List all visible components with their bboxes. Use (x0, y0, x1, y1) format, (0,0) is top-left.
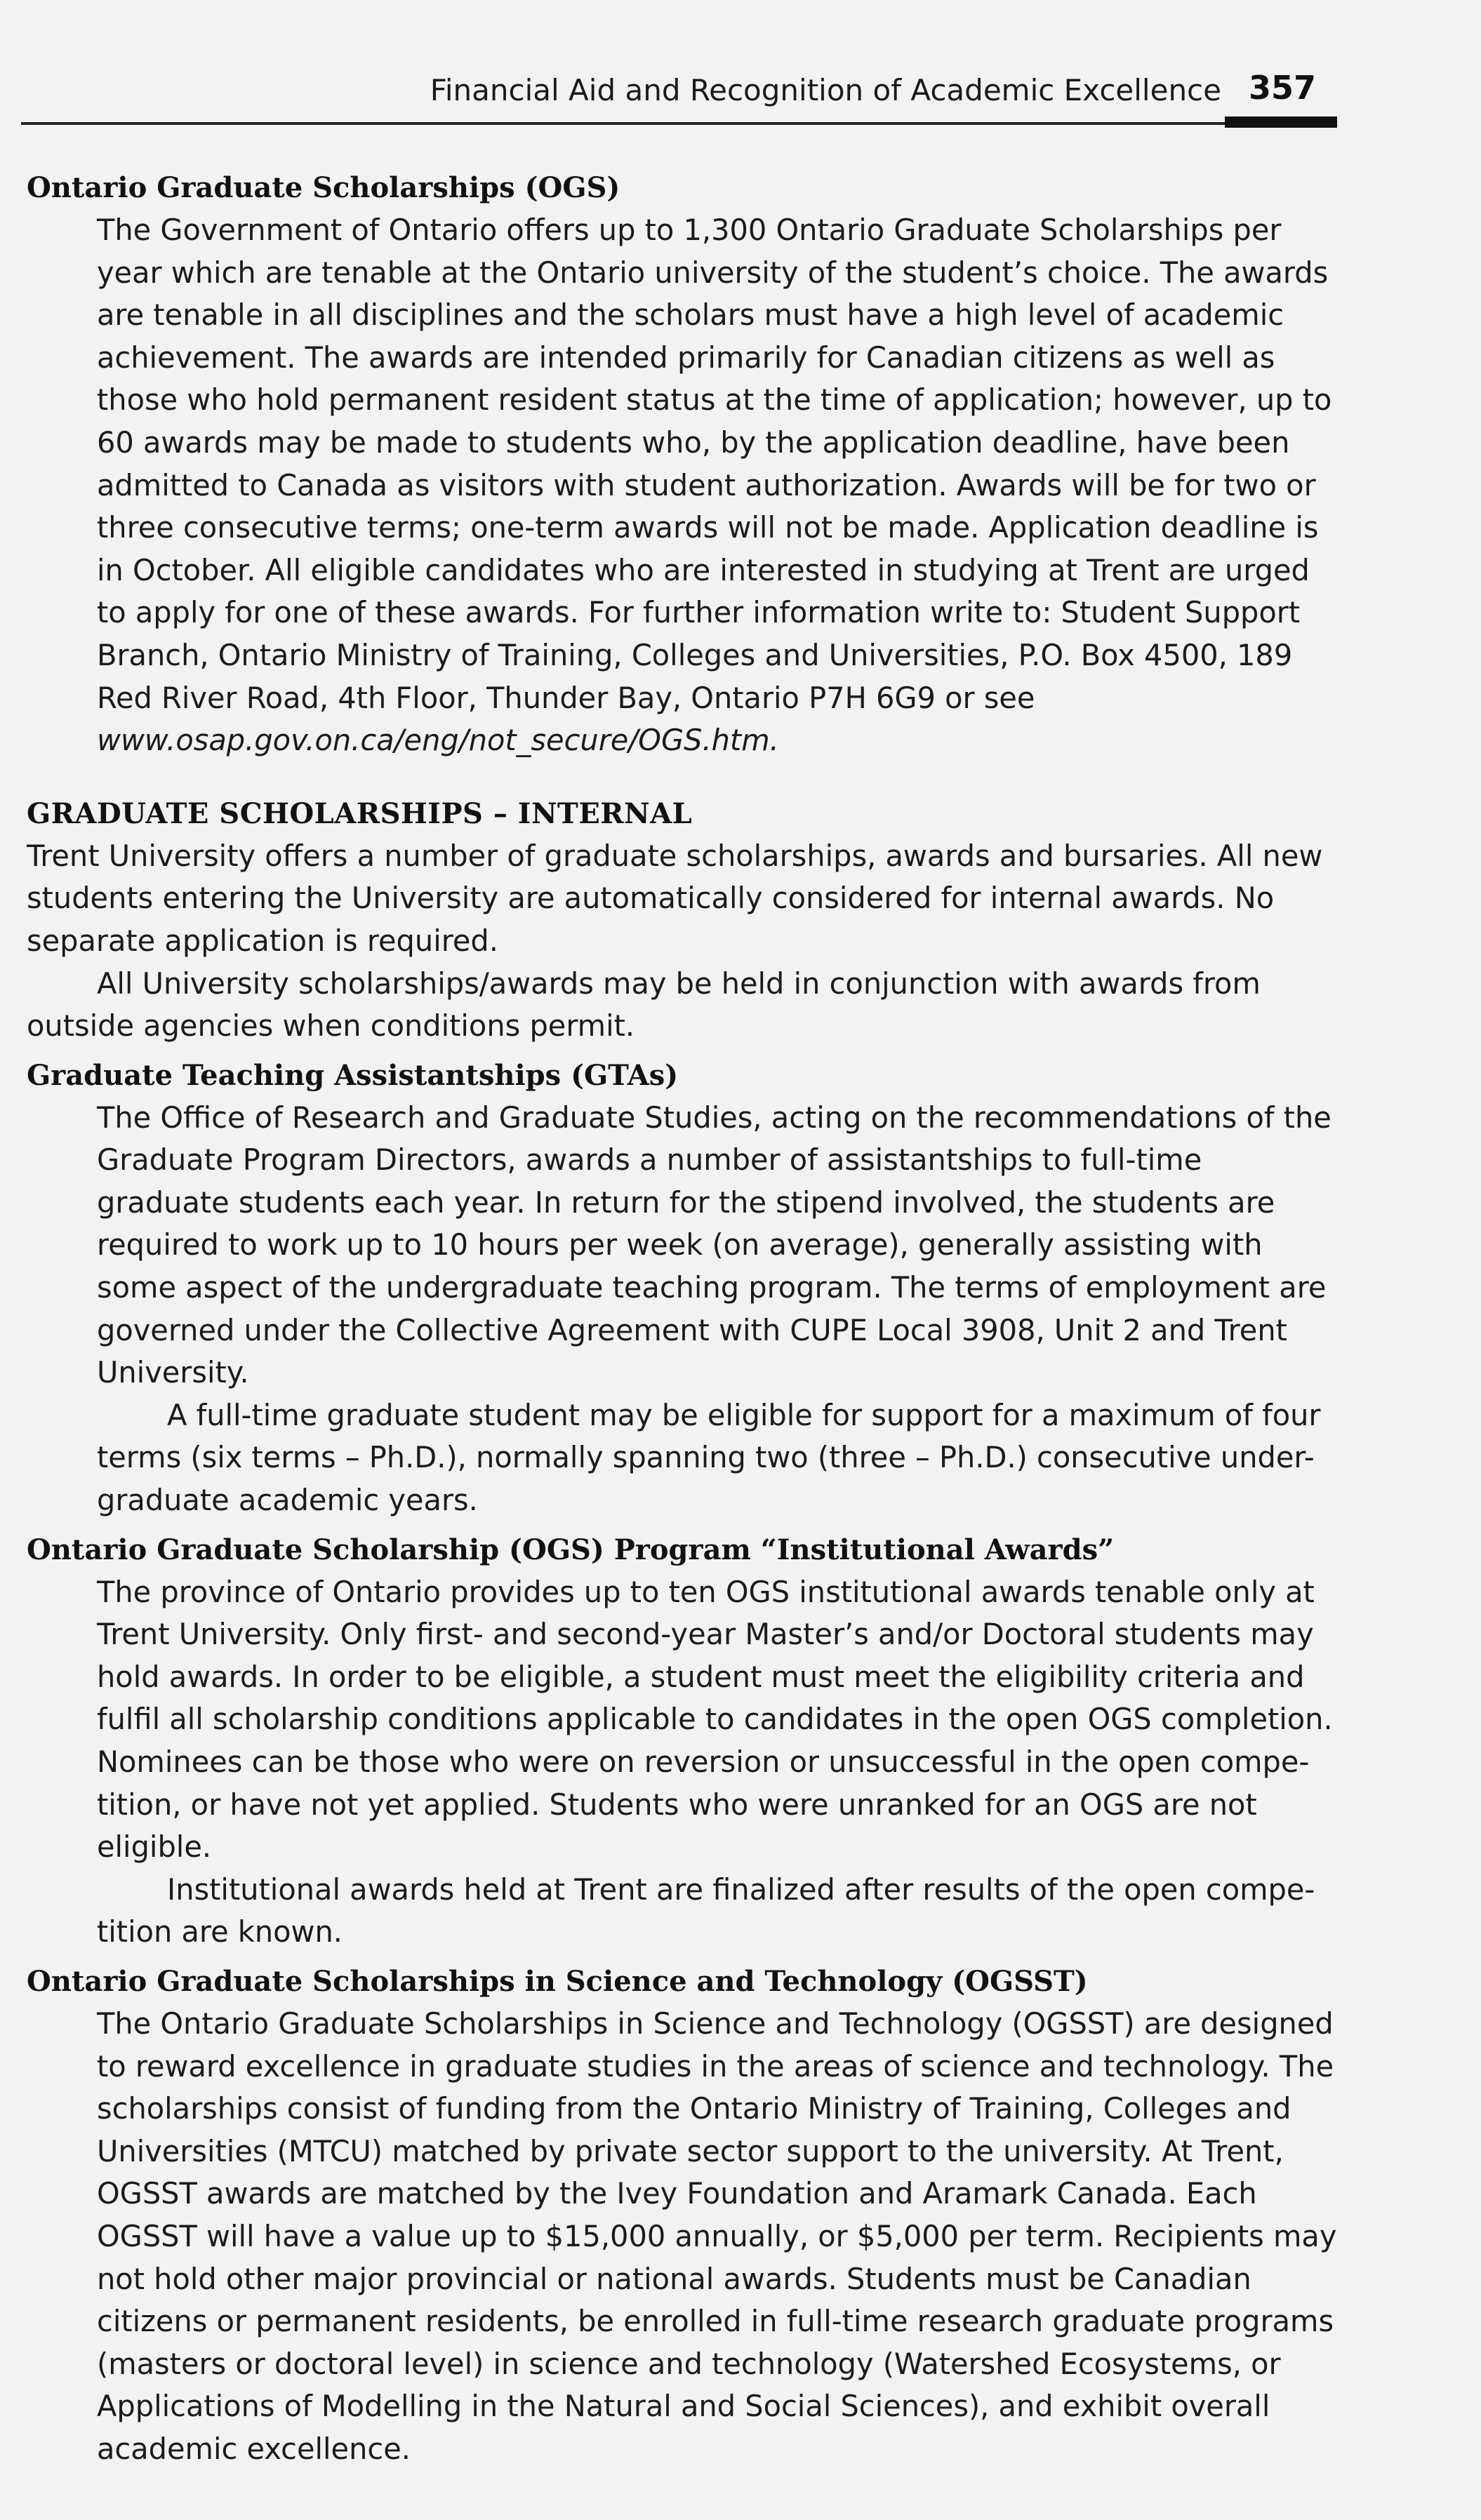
section-heading-gta: Graduate Teaching Assistantships (GTAs) (27, 1058, 679, 1092)
ogs-url-link[interactable]: www.osap.gov.on.ca/eng/not_secure/OGS.htm. (97, 723, 779, 758)
running-header (21, 67, 1337, 132)
ogsst-paragraph: The Ontario Graduate Scholarships in Science and Technology (OGSST) are designed to reward excellence in graduate studies in the areas of science and technology. The scholarships consist of funding from the Ontario Ministry of Training, Colleges and Universities (MTCU) matched by private sector support to the university. At Trent, OGSST awards are matched by the Ivey Foundation and Aramark Canada. Each OGSST will have a value up to $15,000 annually, or $5,000 per term. Recipients may not hold other major provincial or national awards. Students must be Canadian citizens or permanent residents, be enrolled in full-time research graduate programs (masters or doctoral level) in science and technology (Watershed Ecosystems, or Applications of Modelling in the Natural and Social Sciences), and exhibit overall academic excellence. (97, 2006, 1337, 2466)
section-heading-ogsst: Ontario Graduate Scholarships in Science and Technology (OGSST) (27, 1964, 1088, 1998)
section-heading-ogs-institutional: Ontario Graduate Scholarship (OGS) Program “Institutional Awards” (27, 1533, 1115, 1566)
section-heading-internal: GRADUATE SCHOLARSHIPS – INTERNAL (27, 796, 693, 830)
gta-paragraph-1: The Office of Research and Graduate Studies, acting on the recommendations of the Graduate Program Directors, awards a number of assistantships to full-time graduate students each year. In return for the stipend involved, the students are required to work up to 10 hours per week (on average), generally assisting with some aspect of the undergraduate teaching program. The terms of employment are governed under the Collective Agreement with CUPE Local 3908, Unit 2 and Trent University. (97, 1100, 1331, 1390)
header-rule-accent (1225, 116, 1337, 128)
ogs-institutional-paragraph-1: The province of Ontario provides up to ten OGS institutional awards tenable only at Trent University. Only first- and second-year Master’s and/or Doctoral students may hold awards. In order to be eligible, a student must meet the eligibility criteria and fulfil all scholarship conditions applicable to candidates in the open OGS completion. Nominees can be those who were on reversion or unsuccessful in the open compe-tition, or have not yet applied. Students who were unranked for an OGS are not eligible. (97, 1574, 1333, 1865)
internal-paragraph-2: All University scholarships/awards may be held in conjunction with awards from outside agencies when conditions permit. (27, 966, 1261, 1044)
ogs-institutional-paragraph-2: Institutional awards held at Trent are finalized after results of the open compe-tition are known. (97, 1872, 1315, 1949)
header-rule (21, 122, 1337, 125)
ogs-paragraph: The Government of Ontario offers up to 1,300 Ontario Graduate Scholarships per year which are tenable at the Ontario university of the student’s choice. The awards are tenable in all disciplines and the scholars must have a high level of academic achievement. The awards are intended primarily for Canadian citizens as well as those who hold permanent resident status at the time of application; however, up to 60 awards may be made to students who, by the application deadline, have been admitted to Canada as visitors with student authorization. Awards will be for two or three consecutive terms; one-term awards will not be made. Application deadline is in October. All eligible candidates who are interested in studying at Trent are urged to apply for one of these awards. For further information write to: Student Support Branch, Ontario Ministry of Training, Colleges and Universities, P.O. Box 4500, 189 Red River Road, 4th Floor, Thunder Bay, Ontario P7H 6G9 or see (97, 213, 1332, 715)
section-heading-ogs: Ontario Graduate Scholarships (OGS) (27, 171, 620, 204)
section-body-ogs (97, 209, 1339, 762)
header-title: Financial Aid and Recognition of Academic Excellence (430, 73, 1221, 107)
page-number: 357 (1248, 69, 1316, 107)
internal-paragraph-1: Trent University offers a number of graduate scholarships, awards and bursaries. All new students entering the University are automatically considered for internal awards. No separate application is required. (27, 838, 1323, 958)
gta-paragraph-2: A full-time graduate student may be eligible for support for a maximum of four terms (six terms – Ph.D.), normally spanning two (three – Ph.D.) consecutive under-graduate academic years. (97, 1397, 1321, 1518)
page-content (27, 167, 1339, 2471)
